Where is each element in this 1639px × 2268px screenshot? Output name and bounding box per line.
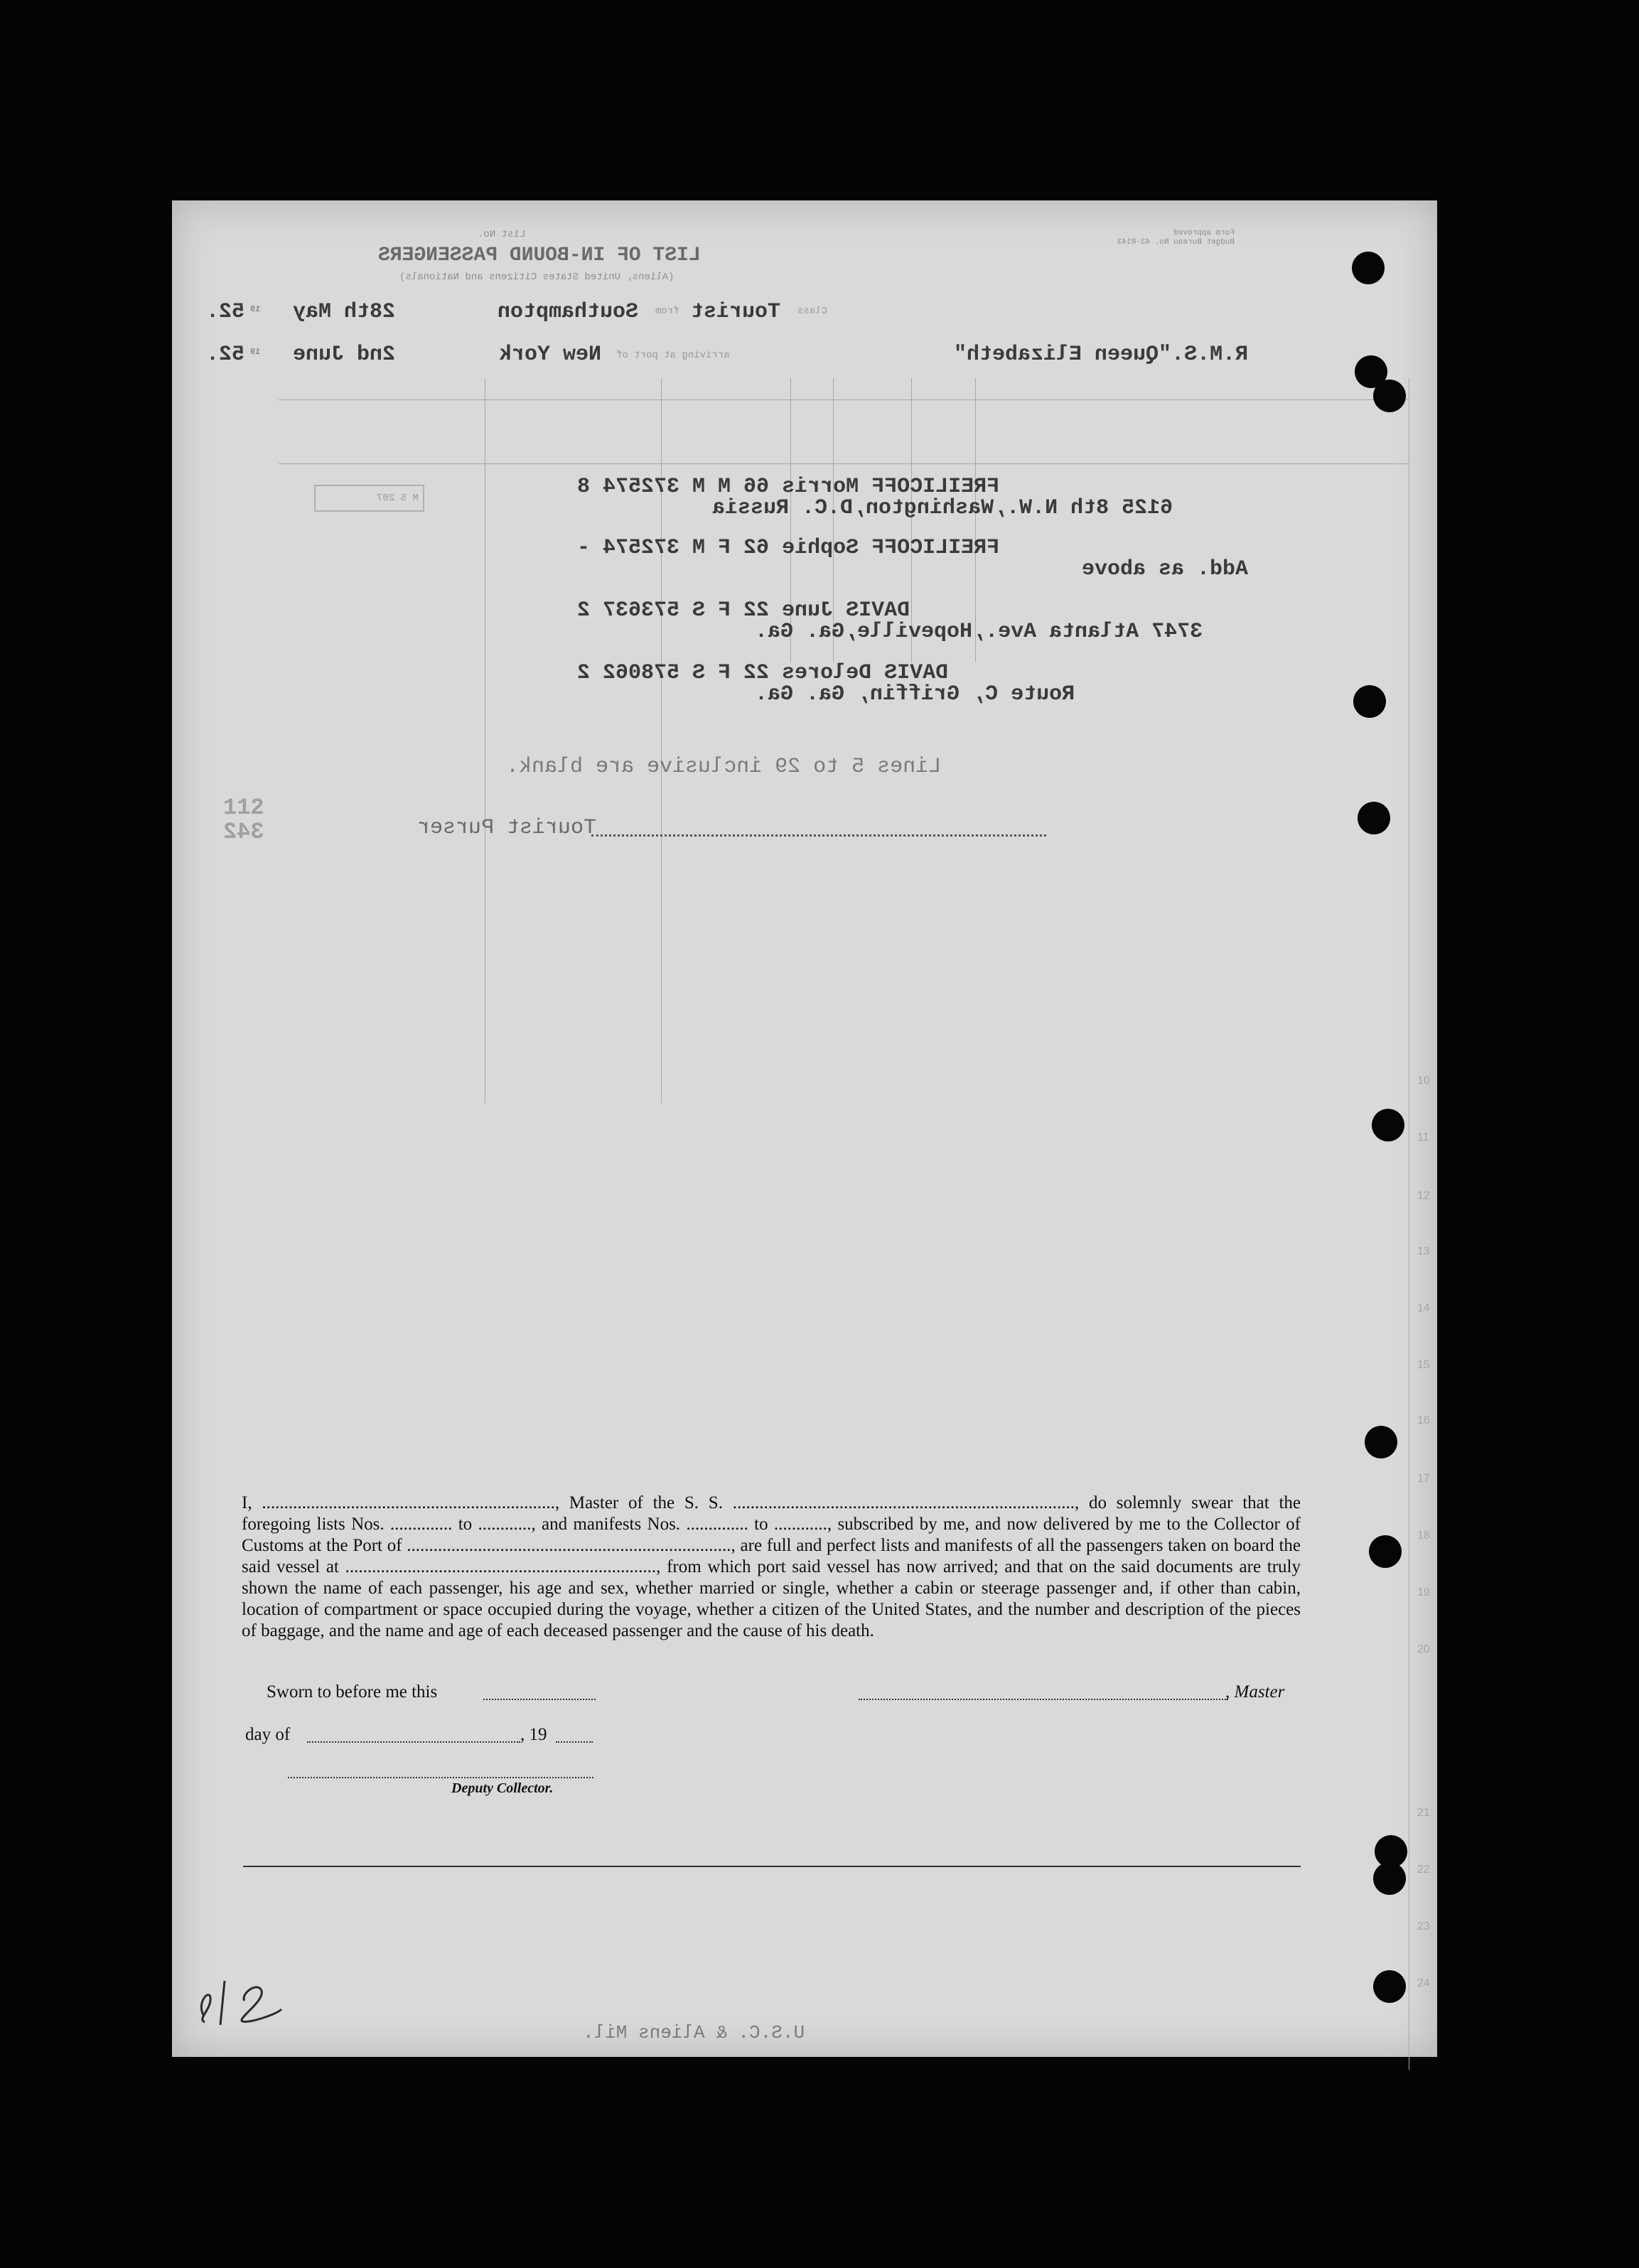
margin-number: 112: [223, 795, 264, 821]
form-number: U.S.C. & Aliens Mil.: [583, 2022, 805, 2043]
binder-hole: [1373, 380, 1406, 412]
arrival-year-prefix: 19: [250, 347, 261, 357]
deputy-label: Deputy Collector.: [451, 1780, 554, 1796]
passenger-address: Add. as above: [1082, 557, 1249, 581]
year-suffix: 52.: [206, 300, 245, 324]
day-of-line: [307, 1741, 520, 1743]
oath-paragraph: I, .................................................................., Master of the S. S. ............................................................................., do solemnly swear that the foregoing lists Nos. .............. to ............, and manifests Nos. .............. to ............, subscribed by me, and now delivered by me to the Collector of Customs at the Port of ........................................................................., are full and perfect lists and manifests of all the passengers taken on board the said vessel at ......................................................................, from which port said vessel has now arrived; and that on the said documents are truly shown the name of each passenger, his age and sex, whether married or single, whether a cabin or steerage passenger and, if other than cabin, location of compartment or space occupied during the voyage, whether a citizen of the United States, and the number and description of the pieces of baggage, and the name and age of each deceased passenger and the cause of his death.: [242, 1493, 1301, 1640]
form-subtitle: (Aliens, United States Citizens and Nationals): [399, 272, 675, 283]
binder-hole: [1358, 802, 1390, 834]
class-value: Tourist: [691, 300, 781, 324]
binder-hole: [1352, 252, 1385, 284]
sworn-label: Sworn to before me this: [267, 1682, 438, 1702]
passenger-row: FREILICOFF Morris 66 M M 372574 8: [577, 475, 1000, 499]
port-value: New York: [499, 343, 602, 367]
binder-hole: [1373, 1970, 1406, 2003]
blank-lines-note: Lines 5 to 29 inclusive are blank.: [506, 755, 942, 779]
binder-hole: [1372, 1109, 1404, 1141]
bottom-rule: [243, 1866, 1301, 1867]
purser-dots: [591, 834, 1046, 837]
form-title: LIST OF IN-BOUND PASSENGERS: [378, 244, 701, 267]
handwritten-initials: [190, 1972, 297, 2033]
binder-hole: [1365, 1426, 1397, 1458]
from-label: from: [655, 306, 679, 317]
form-header-right: Form approved Budget Bureau No. 43-R143: [1117, 229, 1235, 247]
arrival-date: 2nd June: [293, 343, 396, 367]
ship-name: R.M.S."Queen Elizabeth": [954, 343, 1249, 367]
departure-date: 28th May: [293, 300, 396, 324]
year-prefix: 19: [250, 304, 261, 314]
purser-signature: Tourist Purser: [417, 816, 597, 840]
passenger-row: FREILICOFF Sophie 62 F M 372574 -: [577, 536, 1000, 560]
manifest-page: List No. LIST OF IN-BOUND PASSENGERS (Aliens, United States Citizens and Nationals) Form approved Budget Bureau No. 43-R143 52. 19 28th May Southampton from Tourist Class 52. 19 2nd June New York arriving at port of R.M.S."Queen Elizabeth" M S 207 FREILICOFF Morris 66 M M 372574 8 6125 8th N.W.,Washington,D.C. Russia FREILICOFF Sophie 62 F M 372574 - Add. as above DAVIS June 22 F S 573637 2 3747 Atlanta Ave.,Hopeville,Ga. Ga. DAVIS Delores 22 F S 578062 2 Route C, Griffin, Ga. Ga. Lines 5 to 29 inclusive are blank. Tourist Purser 112 342 10 11 12 13 14 15 16 17 18 19 20 21 22 23 24: [172, 200, 1437, 2057]
arrival-year-suffix: 52.: [206, 343, 245, 367]
list-no-label: List No.: [478, 229, 526, 240]
passenger-row: DAVIS Delores 22 F S 578062 2: [577, 661, 949, 685]
class-label: Class: [797, 306, 828, 317]
year-line: [556, 1741, 593, 1743]
master-signature-line: [859, 1699, 1228, 1700]
passenger-address: 3747 Atlanta Ave.,Hopeville,Ga. Ga.: [755, 620, 1203, 644]
passenger-address: 6125 8th N.W.,Washington,D.C. Russia: [712, 496, 1173, 520]
day-of-label: day of: [245, 1725, 291, 1744]
master-label: , Master: [1225, 1682, 1285, 1702]
from-value: Southampton: [498, 300, 639, 324]
deputy-line: [288, 1777, 593, 1778]
margin-number: 342: [223, 819, 264, 845]
arriving-label: arriving at port of: [616, 350, 730, 361]
binder-hole: [1373, 1862, 1406, 1895]
passenger-address: Route C, Griffin, Ga. Ga.: [755, 682, 1075, 706]
stamp-box: M S 207: [314, 485, 424, 512]
year-label: , 19: [520, 1725, 547, 1744]
binder-hole: [1353, 685, 1386, 718]
sworn-date-line: [483, 1699, 596, 1700]
binder-hole: [1369, 1535, 1402, 1568]
passenger-row: DAVIS June 22 F S 573637 2: [577, 598, 910, 623]
